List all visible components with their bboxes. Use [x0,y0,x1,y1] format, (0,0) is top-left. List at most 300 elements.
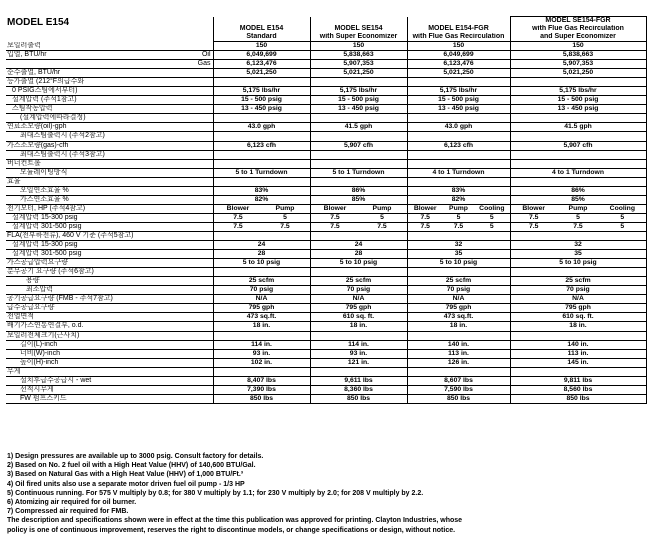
spec-row-fla [6,231,646,240]
spec-row-feedwater [6,304,646,313]
value-cell [310,222,407,231]
value-cell: 850 lbs [310,394,407,403]
value-cell: 850 lbs [213,394,310,403]
value-cell [310,159,407,168]
column-header: MODEL E154 [213,25,310,33]
spec-row-ship [6,385,646,394]
value-cell: 18 in. [310,322,407,331]
value-cell [510,331,646,340]
value-cell: 6,049,699 [407,51,510,60]
spec-row-fuel-oil [6,123,646,132]
row-label: 보일러전체크기(근사치) [6,331,156,340]
value-cell: 8,607 lbs [407,376,510,385]
value-cell [213,78,310,87]
spec-row-max-out1 [6,132,646,141]
header-row [6,25,646,33]
spec-row-steam-l1 [6,78,646,87]
row-label: 최소압력 [6,286,156,295]
footnote: 5) Continuous running. For 575 V multiply by 0.8; for 380 V multiply by 1.1; for 230 V multiply by 2.0; for 208 V multiply by 2.2. [7,489,424,497]
value-cell: 24 [213,241,310,250]
value-cell [407,213,510,222]
column-header: MODEL SE154-FGR [510,17,646,26]
row-label: 최대스팀출력시 (주석3참고) [6,150,156,159]
value-cell [310,367,407,376]
spec-row-width [6,349,646,358]
value-cell: 93 in. [213,349,310,358]
column-header [407,17,510,26]
value-cell: N/A [407,295,510,304]
value-cell: 85% [510,195,646,204]
row-sublabel [156,385,213,394]
value-cell [213,231,310,240]
value-cell [213,268,310,277]
row-sublabel [156,241,213,250]
footnote: 7) Compressed air required for FMB. [7,508,129,516]
value-cell: 6,123,476 [213,60,310,69]
spec-row-steam-l2 [6,87,646,96]
row-sublabel [156,295,213,304]
value-cell: 25 scfm [407,277,510,286]
value-cell: 86% [510,186,646,195]
value-cell: 4 to 1 Turndown [407,168,510,177]
row-label: 급수공급요구량 [6,304,156,313]
value-cell: 145 in. [510,358,646,367]
motor-value: 7.5 [330,213,340,221]
motor-value: Pump [449,204,468,212]
motor-value: Cooling [609,204,635,212]
value-cell: 7,390 lbs [213,385,310,394]
motor-value: 5 [380,213,384,221]
value-cell: 8,407 lbs [213,376,310,385]
motor-value: 7.5 [233,213,243,221]
row-label: 설계압력 (주석1참고) [6,96,156,105]
value-cell: 8,560 lbs [510,385,646,394]
row-label: 무게 [6,367,156,376]
value-cell: 13 - 450 psig [510,105,646,114]
value-cell [510,268,646,277]
spec-row-steam-op [6,105,646,114]
value-cell [213,222,310,231]
motor-value: 5 [620,213,625,221]
row-sublabel [156,268,213,277]
value-cell: 93 in. [310,349,407,358]
value-cell [310,268,407,277]
row-sublabel [156,349,213,358]
value-cell [510,132,646,141]
motor-value: Pump [275,204,295,212]
row-sublabel [156,78,213,87]
value-cell: 150 [213,42,310,51]
value-cell [310,132,407,141]
motor-value: 7.5 [280,222,290,230]
row-label: 순수출열, BTU/hr [6,69,156,78]
value-cell: N/A [310,295,407,304]
value-cell: 24 [310,241,407,250]
motor-value: Blower [226,204,250,212]
value-cell: 102 in. [213,358,310,367]
spec-row-air-req [6,295,646,304]
value-cell [407,132,510,141]
row-sublabel [156,304,213,313]
value-cell: 43.0 gph [407,123,510,132]
value-cell [407,177,510,186]
footnote: 6) Atomizing air required for oil burner. [7,499,137,507]
value-cell: 5,907,353 [310,60,407,69]
value-cell: 5,838,663 [510,51,646,60]
spec-row-max-out2 [6,150,646,159]
row-sublabel [156,340,213,349]
row-label: FLA(전부하전류), 460 V 기준 (주석5참고) [6,231,156,240]
spec-row-design-p [6,96,646,105]
value-cell: 5,175 lbs/hr [510,87,646,96]
spec-row-efficiency [6,177,646,186]
value-cell: 5 to 1 Turndown [310,168,407,177]
row-sublabel [156,177,213,186]
spec-row-wet [6,376,646,385]
disclaimer: The description and specifications shown were in effect at the time this publication was approved for printing. Clayton Industries, whose [7,517,463,525]
value-cell [310,78,407,87]
value-cell: 5,907 cfh [310,141,407,150]
row-label: 전기모터, HP (주석4참고) [6,204,156,213]
value-cell: 15 - 500 psig [213,96,310,105]
row-sublabel [156,376,213,385]
row-sublabel [156,358,213,367]
row-label: 가스공급압력요구량 [6,259,156,268]
value-cell [510,150,646,159]
spec-row-boiler-hp [6,42,646,51]
value-cell [510,159,646,168]
value-cell: 18 in. [213,322,310,331]
value-cell: 18 in. [407,322,510,331]
value-cell: 25 scfm [310,277,407,286]
motor-value: Pump [568,204,588,212]
motor-value: 7.5 [330,222,340,230]
row-sublabel [156,105,213,114]
value-cell [213,213,310,222]
row-label: 연료소모량(oil)-gph [6,123,156,132]
row-sublabel [156,141,213,150]
spec-row-motor-301 [6,222,646,231]
value-cell: 5,175 lbs/hr [407,87,510,96]
value-cell: 5,021,250 [407,69,510,78]
value-cell [310,213,407,222]
row-sublabel [156,42,213,51]
value-cell [510,78,646,87]
value-cell: 8,360 lbs [310,385,407,394]
row-sublabel [156,367,213,376]
footnote: 2) Based on No. 2 fuel oil with a High Heat Value (HHV) of 140,600 BTU/Gal. [7,462,256,470]
row-sublabel [156,259,213,268]
row-sublabel [156,250,213,259]
value-cell [407,268,510,277]
row-label: 등가출열 (212°F의급수와 [6,78,156,87]
spec-row-min-p [6,286,646,295]
column-header: with Flue Gas Recirculation [510,25,646,33]
value-cell: 32 [510,241,646,250]
spec-row-exhaust [6,322,646,331]
row-sublabel [156,313,213,322]
spec-row-oil-eff [6,186,646,195]
value-cell: 70 psig [407,286,510,295]
value-cell: 795 gph [213,304,310,313]
value-cell: 4 to 1 Turndown [510,168,646,177]
value-cell: 41.5 gph [310,123,407,132]
row-label: (설계압력에따라결정) [6,114,156,123]
spec-row-fla-301 [6,250,646,259]
value-cell: 113 in. [510,349,646,358]
value-cell: 5 to 10 psig [510,259,646,268]
spec-row-input-oil [6,51,646,60]
row-sublabel [156,286,213,295]
row-label: 가스소모량(gas)-cfh [6,141,156,150]
row-sublabel [156,222,213,231]
row-label: 최대스팀출력시 (주석2참고) [6,132,156,141]
motor-value: Blower [323,204,347,212]
footnote: 3) Based on Natural Gas with a High Heat Value (HHV) of 1,000 BTU/Ft.³ [7,471,244,479]
value-cell: 41.5 gph [510,123,646,132]
row-label: 너비(W)-inch [6,349,156,358]
motor-value: Cooling [479,204,505,212]
value-cell: 473 sq.ft. [407,313,510,322]
row-sublabel [156,168,213,177]
value-cell: 15 - 500 psig [310,96,407,105]
value-cell: 5,838,663 [310,51,407,60]
value-cell: 13 - 450 psig [213,105,310,114]
value-cell: 126 in. [407,358,510,367]
row-sublabel: Gas [156,60,213,69]
spec-table [6,16,647,404]
value-cell [510,213,646,222]
value-cell: 35 [407,250,510,259]
value-cell: 850 lbs [407,394,510,403]
value-cell: 114 in. [310,340,407,349]
value-cell: 5,175 lbs/hr [213,87,310,96]
spec-row-dims [6,331,646,340]
value-cell: 43.0 gph [213,123,310,132]
value-cell: 795 gph [510,304,646,313]
value-cell: 35 [510,250,646,259]
row-label: FW 펌프스키드 [6,394,156,403]
motor-value: 7.5 [233,222,243,230]
motor-value: 5 [576,213,580,221]
row-label: 용량 [6,277,156,286]
value-cell [310,331,407,340]
value-cell [213,159,310,168]
value-cell: 5,021,250 [213,69,310,78]
row-label: 입열, BTU/hr [6,51,156,60]
value-cell: 13 - 450 psig [407,105,510,114]
spec-row-gas-cons [6,141,646,150]
row-sublabel [156,331,213,340]
column-header [213,17,310,26]
value-cell: 85% [310,195,407,204]
column-header: MODEL E154-FGR [407,25,510,33]
value-cell [310,204,407,213]
row-sublabel [156,96,213,105]
row-sublabel: Oil [156,51,213,60]
value-cell: 15 - 500 psig [510,96,646,105]
value-cell: 610 sq. ft. [510,313,646,322]
row-label: 선적시무게 [6,385,156,394]
motor-value: Blower [522,204,545,212]
value-cell [213,367,310,376]
value-cell [213,132,310,141]
value-cell [407,150,510,159]
column-header: Standard [213,33,310,42]
row-label: 설계압력 301-500 psig [6,250,156,259]
row-label: 설계압력 301-500 psig [6,222,156,231]
value-cell: 18 in. [510,322,646,331]
column-header: with Flue Gas Recirculation [407,33,510,42]
value-cell: 140 in. [407,340,510,349]
row-sublabel [156,114,213,123]
row-label: 가스연소효율 % [6,195,156,204]
spec-row-height [6,358,646,367]
row-label: 버너컨트롤 [6,159,156,168]
spec-row-gas-supply [6,259,646,268]
row-label: 분무공기 요구량 (주석6참고) [6,268,156,277]
value-cell: 5 to 1 Turndown [213,168,310,177]
value-cell [310,177,407,186]
value-cell: 140 in. [510,340,646,349]
value-cell: 7,590 lbs [407,385,510,394]
value-cell: 6,049,699 [213,51,310,60]
row-label: 보일러출력 [6,42,156,51]
value-cell [510,114,646,123]
value-cell [213,177,310,186]
footnotes [7,452,647,535]
row-label [6,60,156,69]
value-cell: 795 gph [407,304,510,313]
row-label: 설계압력 15-300 psig [6,213,156,222]
value-cell: 32 [407,241,510,250]
value-cell [510,367,646,376]
row-label: 설계압력 15-300 psig [6,241,156,250]
value-cell: N/A [213,295,310,304]
value-cell: 13 - 450 psig [310,105,407,114]
value-cell: 70 psig [213,286,310,295]
value-cell: 5 to 10 psig [407,259,510,268]
spec-row-gas-eff [6,195,646,204]
value-cell: 25 scfm [213,277,310,286]
value-cell: 150 [407,42,510,51]
value-cell [407,231,510,240]
value-cell: 28 [213,250,310,259]
disclaimer: policy is one of continuous improvement, reserves the right to discontinue models, or change specifications or design, without notice. [7,526,456,534]
spec-row-motor-hdr [6,204,646,213]
value-cell: 83% [213,186,310,195]
motor-value: 7.5 [528,222,539,230]
spec-row-weight [6,367,646,376]
footnote: 4) Oil fired units also use a separate motor driven fuel oil pump - 1/3 HP [7,480,245,488]
value-cell [510,177,646,186]
value-cell: 795 gph [310,304,407,313]
motor-value: 5 [620,222,625,230]
value-cell: N/A [510,295,646,304]
value-cell: 25 scfm [510,277,646,286]
spec-row-heat-surf [6,313,646,322]
value-cell [310,114,407,123]
value-cell: 5,021,250 [310,69,407,78]
spec-row-length [6,340,646,349]
spec-row-input-gas [6,60,646,69]
value-cell [213,331,310,340]
row-label: 효율 [6,177,156,186]
value-cell: 6,123,476 [407,60,510,69]
motor-value: 7.5 [573,222,583,230]
motor-value: Pump [372,204,392,212]
value-cell [213,114,310,123]
value-cell [407,78,510,87]
motor-value: 7.5 [377,222,387,230]
row-sublabel [156,186,213,195]
value-cell [407,331,510,340]
column-header: with Super Economizer [310,33,407,42]
row-label: 0 PSIG스팀에서부터) [6,87,156,96]
value-cell: 15 - 500 psig [407,96,510,105]
row-label: 공기공급요구량 (FMB - 주석7참고) [6,295,156,304]
row-sublabel [156,195,213,204]
value-cell [213,150,310,159]
row-label: 길이(L)-inch [6,340,156,349]
motor-value: 5 [489,213,494,221]
value-cell: 6,123 cfh [213,141,310,150]
value-cell: 5 to 10 psig [310,259,407,268]
value-cell: 113 in. [407,349,510,358]
header-row [6,33,646,42]
spec-row-modulating [6,168,646,177]
value-cell: 82% [213,195,310,204]
value-cell [407,204,510,213]
row-label: 스팀작동압력 [6,105,156,114]
value-cell [407,159,510,168]
motor-value: 5 [283,213,287,221]
value-cell: 6,123 cfh [407,141,510,150]
motor-value: 7.5 [420,222,430,230]
row-sublabel [156,69,213,78]
spec-row-net-out [6,69,646,78]
row-sublabel [156,159,213,168]
value-cell: 610 sq. ft. [310,313,407,322]
row-label: 모듈레이팅방식 [6,168,156,177]
value-cell: 70 psig [310,286,407,295]
row-label: 배기가스연통연결부, o.d. [6,322,156,331]
column-header [310,17,407,26]
row-sublabel [156,132,213,141]
spec-row-motor-15 [6,213,646,222]
value-cell: 114 in. [213,340,310,349]
value-cell [310,150,407,159]
row-sublabel [156,123,213,132]
value-cell: 850 lbs [510,394,646,403]
spec-row-steam-op2 [6,114,646,123]
value-cell [510,204,646,213]
value-cell: 9,611 lbs [310,376,407,385]
row-sublabel [156,204,213,213]
motor-value: 5 [489,222,494,230]
value-cell: 70 psig [510,286,646,295]
row-label: 설치후급수공급시 - wet [6,376,156,385]
value-cell: 9,811 lbs [510,376,646,385]
value-cell: 150 [310,42,407,51]
value-cell [510,222,646,231]
motor-value: 7.5 [528,213,539,221]
value-cell: 5,021,250 [510,69,646,78]
column-header: and Super Economizer [510,33,646,42]
value-cell: 86% [310,186,407,195]
value-cell: 150 [510,42,646,51]
motor-value: 5 [456,213,461,221]
